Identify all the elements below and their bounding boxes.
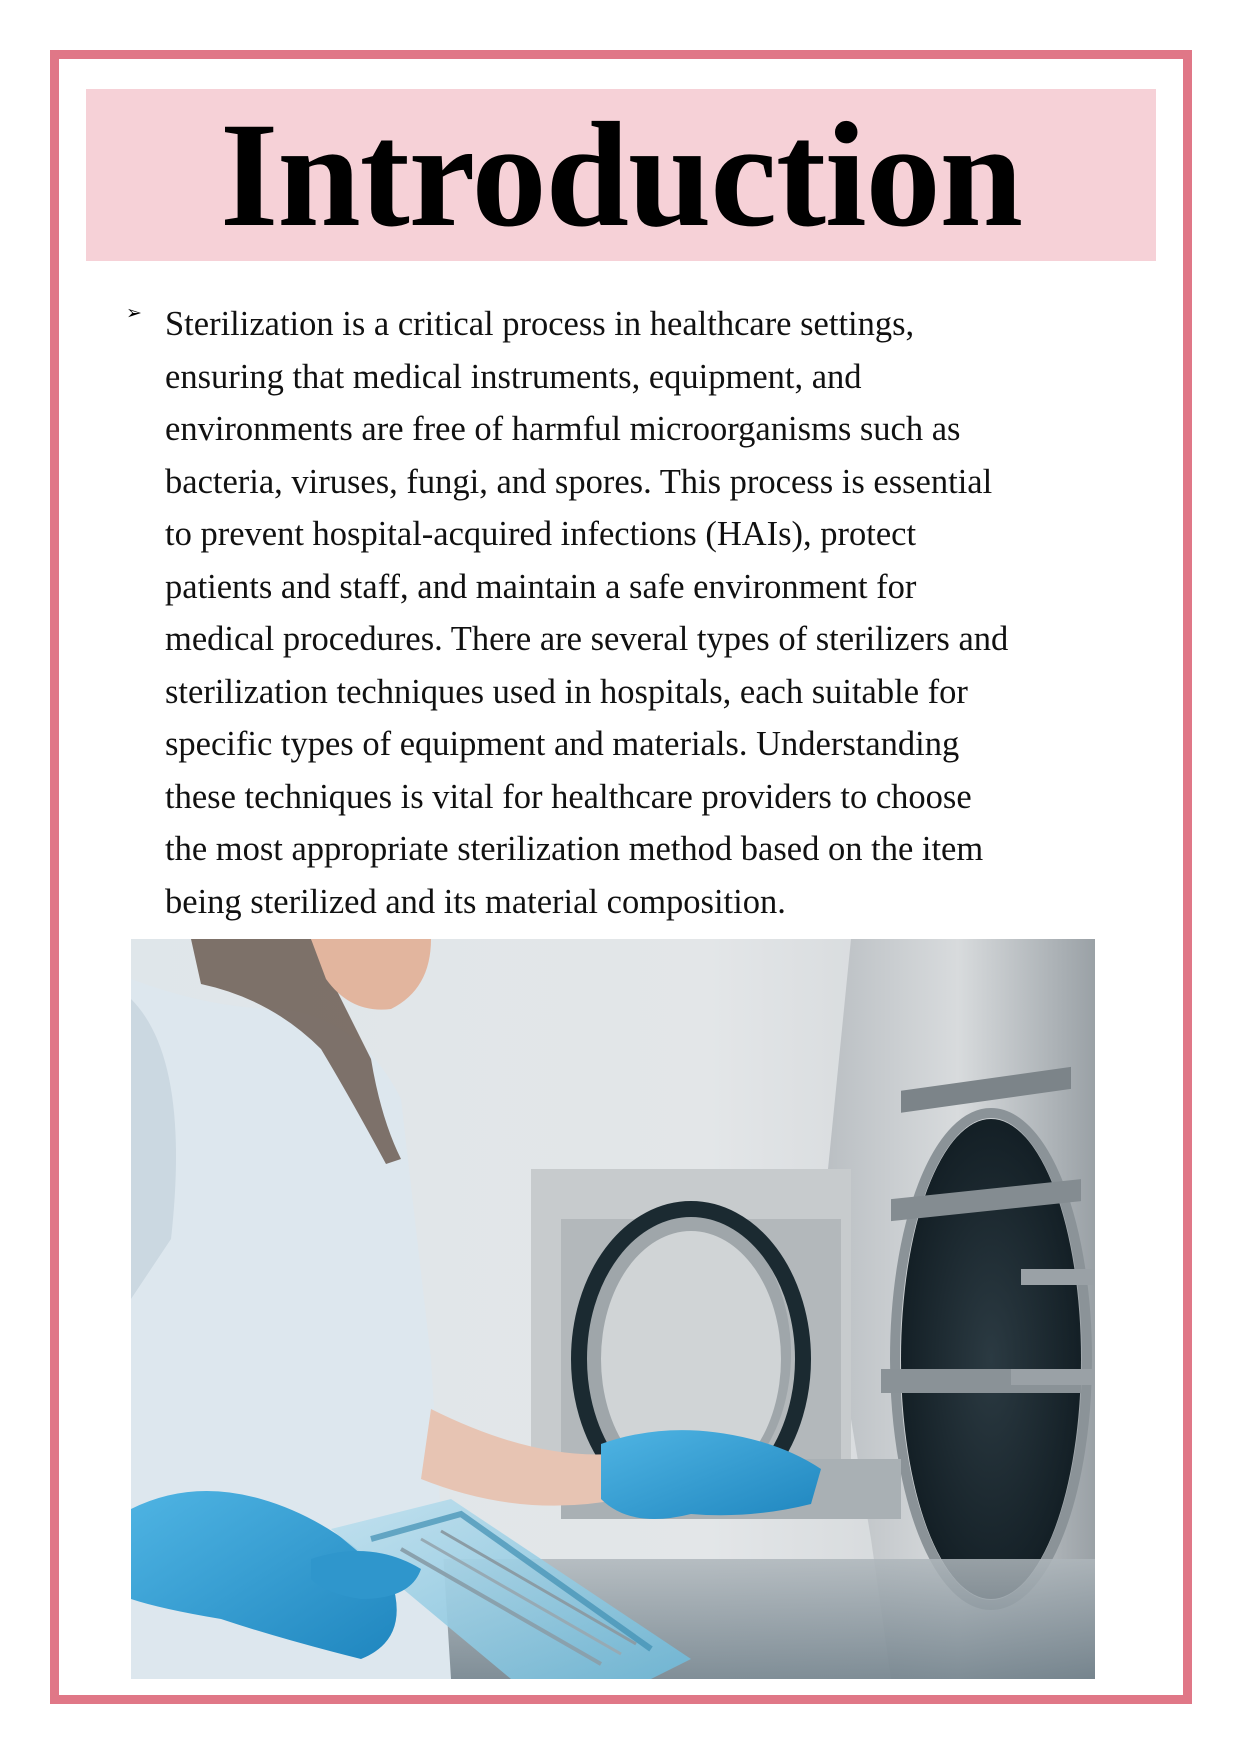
intro-paragraph — [165, 298, 1165, 928]
paragraph-line: specific types of equipment and materials. Understanding — [165, 725, 960, 763]
paragraph-line: patients and staff, and maintain a safe environment for — [165, 567, 917, 606]
paragraph-line: bacteria, viruses, fungi, and spores. This process is essential — [165, 462, 993, 501]
paragraph-line: being sterilized and its material composition. — [165, 882, 786, 921]
paragraph-line: ensuring that medical instruments, equipment, and — [165, 357, 862, 396]
paragraph-line: environments are free of harmful microorganisms such as — [165, 410, 961, 448]
paragraph-line: sterilization techniques used in hospitals, each suitable for — [165, 672, 968, 711]
arrowhead-bullet-icon: ➢ — [126, 302, 142, 324]
paragraph-line: the most appropriate sterilization method based on the item — [165, 830, 984, 868]
paragraph-line: Sterilization is a critical process in healthcare settings, — [165, 305, 915, 343]
autoclave-illustration — [131, 939, 1095, 1679]
sterilization-photo — [131, 939, 1095, 1679]
paragraph-line: to prevent hospital-acquired infections (HAIs), protect — [165, 515, 917, 553]
paragraph-line: these techniques is vital for healthcare providers to choose — [165, 777, 972, 816]
page-title: Introduction — [219, 92, 1023, 258]
paragraph-line: medical procedures. There are several types of sterilizers and — [165, 620, 1009, 658]
